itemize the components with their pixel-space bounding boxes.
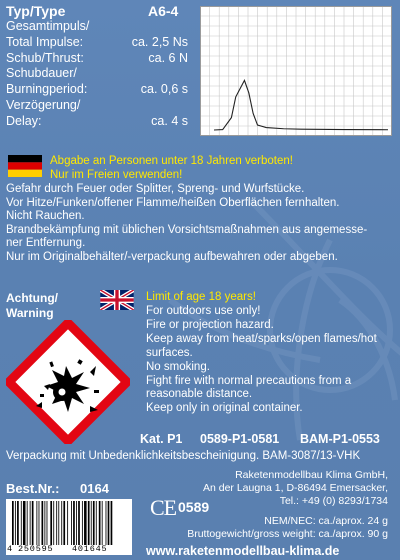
english-safety-line: Fire or projection hazard. [146,318,274,331]
ce-number: 0589 [178,499,210,515]
spec-label: Verzögerung/ [6,97,81,112]
barcode-bar [30,501,31,545]
spec-label: Total Impulse: [6,34,84,49]
company-name: Raketenmodellbau Klima GmbH, [235,469,388,481]
german-safety-text [6,183,367,265]
barcode-bar [61,501,62,545]
barcode-bar [73,501,75,545]
spec-value-burning: ca. 0,6 s [140,82,188,97]
barcode-bar [93,501,95,545]
barcode-bars [6,501,132,545]
barcode-bar [78,501,80,545]
thrust-curve-chart [200,6,392,136]
category-label: Kat. P1 [140,432,183,446]
warning-label [6,291,58,320]
barcode-bar [71,501,72,545]
barcode-bar [82,501,83,545]
packaging-note: Verpackung mit Unbedenklichkeitsbescheinigung. BAM-3087/13-VHK [6,450,361,462]
german-safety-line: Vor Hitze/Funken/offener Flamme/heißen Oberflächen fernhalten. [6,196,340,209]
uk-flag-icon [100,290,134,310]
spec-label: Schub/Thrust: [6,50,84,65]
german-safety-line: Nur im Originalbehälter/-verpackung aufbewahren oder abgeben. [6,250,338,263]
type-model: A6-4 [148,3,179,19]
bam-number: BAM-P1-0553 [300,432,380,446]
barcode-bar [96,501,97,545]
exploding-bomb-hazard-icon [6,320,130,444]
barcode-bar [50,501,52,545]
gross-weight: Bruttogewicht/gross weight: ca./aprox. 90 g [187,528,388,540]
weights [187,515,388,541]
ce-mark-icon: CE [150,495,177,520]
barcode-bar [17,501,19,545]
english-safety-line: Keep away from heat/sparks/open flames/hot [146,332,377,345]
type-title: Typ/Type [6,3,66,19]
spec-label: Gesamtimpuls/ [6,19,90,33]
barcode-bar [88,501,90,545]
german-safety-line: ner Entfernung. [6,237,86,250]
barcode-bar [42,501,44,545]
registration-code: 0589-P1-0581 [200,432,280,446]
german-age-warning: Abgabe an Personen unter 18 Jahren verboten! [50,155,293,167]
company-phone: Tel.: +49 (0) 8293/1734 [279,495,388,507]
barcode-bar [23,501,26,545]
spec-value-thrust: ca. 6 N [148,50,188,65]
barcode-bar [106,501,107,545]
english-safety-line: For outdoors use only! [146,305,261,317]
barcode-bar [102,501,103,545]
barcode-bar [39,501,40,545]
german-safety-line: Brandbekämpfung mit üblichen Vorsichtsmaßnahmen aus angemesse- [6,223,368,236]
spec-value-impulse: ca. 2,5 Ns [131,34,188,49]
net-explosive-mass: NEM/NEC: ca./aprox. 24 g [264,515,388,527]
barcode-bar [44,501,45,545]
barcode [6,499,132,555]
barcode-bar [27,501,28,545]
company-street: An der Laugna 1, D-86494 Emersacker, [202,482,388,494]
website-url: www.raketenmodellbau-klima.de [146,544,340,558]
english-age-warning: Limit of age 18 years! [146,291,256,303]
order-number-label: Best.Nr.: [6,481,60,496]
barcode-bar [108,501,110,545]
spec-label: Delay: [6,113,42,128]
barcode-bar [84,501,87,545]
company-address [203,469,388,508]
barcode-bar [67,501,68,545]
german-flag-icon [8,155,42,177]
barcode-bar [12,501,14,545]
barcode-digits-right: 401645 [72,544,108,554]
english-safety-line: surfaces. [146,346,193,359]
warning-label-line: Warning [6,305,54,320]
english-safety-line: Fight fire with normal precautions from a [146,374,352,387]
barcode-bar [32,501,34,545]
german-safety-line: Nicht Rauchen. [6,210,85,223]
spec-label: Burningperiod: [6,82,88,97]
german-safety-line: Gefahr durch Feuer oder Splitter, Spreng- und Wurfstücke. [6,183,305,195]
barcode-bar [91,501,92,545]
english-safety-line: No smoking. [146,360,210,373]
english-safety-text [146,305,377,416]
english-safety-line: Keep only in original container. [146,402,303,415]
barcode-bar [47,501,48,545]
barcode-bar [36,501,37,545]
order-number: 0164 [80,481,109,496]
barcode-bar [58,501,59,545]
barcode-bar [99,501,101,545]
barcode-bar [111,501,113,545]
spec-value-delay: ca. 4 s [151,113,188,128]
spec-labels [6,19,89,130]
warning-label-line: Achtung/ [6,291,58,305]
barcode-digits-left: 250595 [18,544,54,554]
barcode-bar [76,501,77,545]
barcode-bar [53,501,54,545]
english-safety-line: reasonable distance. [146,388,253,401]
barcode-bar [56,501,57,545]
chart-grid [200,6,392,136]
german-outdoor-warning: Nur im Freien verwenden! [50,169,183,181]
barcode-bar [21,501,22,545]
barcode-bar [15,501,16,545]
barcode-bar [63,501,65,545]
spec-label: Schubdauer/ [6,66,77,81]
barcode-digit-first: 4 [7,544,13,554]
